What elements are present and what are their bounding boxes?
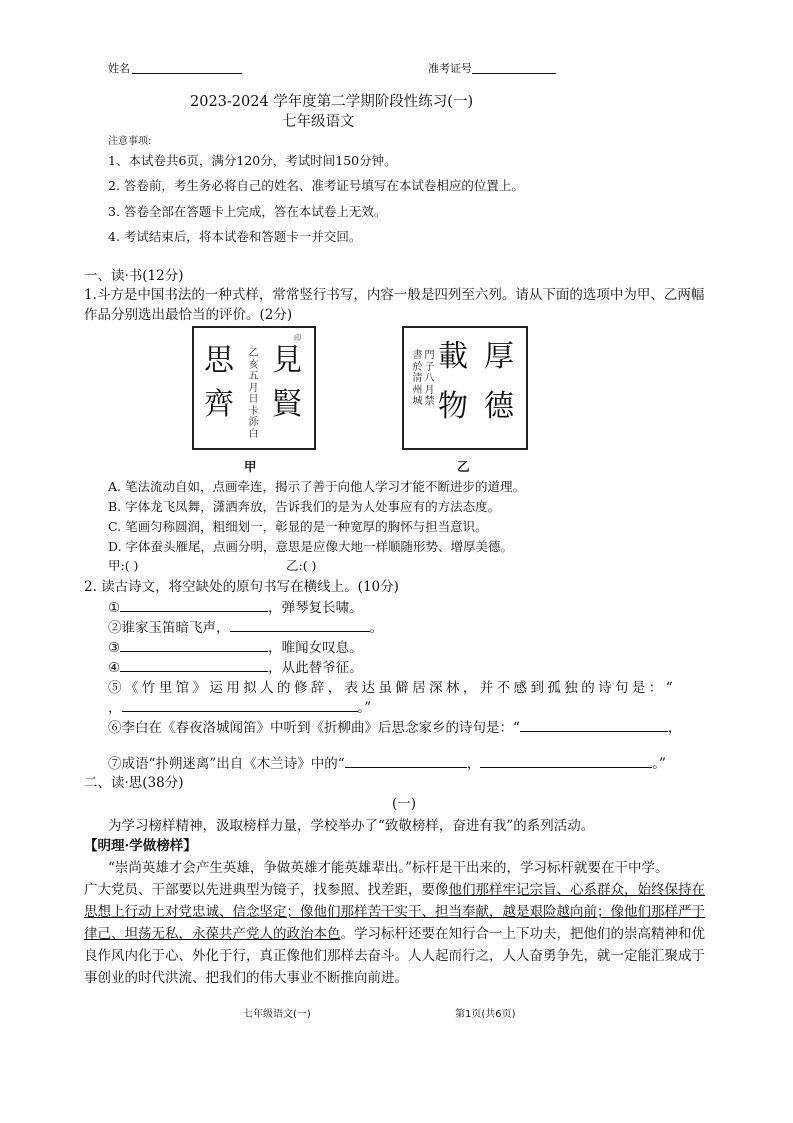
poem-line-6: ⑥李白在《春夜洛城闻笛》中听到《折柳曲》后思念家乡的诗句是：“ ， — [108, 720, 682, 736]
poem-blank[interactable] — [230, 619, 370, 632]
callig-char: 載 — [438, 339, 468, 374]
option-d: D. 字体蚕头雁尾，点画分明，意思是应像大地一样顺随形势、增厚美德。 — [108, 539, 514, 554]
underlined-text: 思想上行动上对党忠诚、信念坚定；像他们那样苦干实干、担当奉献，越是艰险越向前；像他们那样严于 — [84, 904, 705, 920]
poem-blank[interactable] — [520, 719, 668, 732]
exam-no-label: 准考证号 — [428, 62, 472, 75]
poem-line-1: ① ，弹琴复长啸。 — [108, 600, 363, 616]
poem-line-5: ⑤《竹里馆》运用拟人的修辞，表达虽僻居深林，并不感到孤独的诗句是：“ — [108, 680, 677, 696]
passage-line: 良作风内化于心、外化于行，真正像他们那样去奋斗。人人起而行之，人人奋勇争先，就一定能汇聚成于 — [84, 948, 705, 964]
underlined-text: 律己、坦荡无私，永葆共产党人的政治本色 — [84, 926, 341, 942]
poem-line-7: ⑦成语“扑朔迷离”出自《木兰诗》中的“ ， 。” — [108, 756, 666, 772]
section1-heading: 一、读·书(12分) — [84, 268, 184, 284]
part-number: (一) — [392, 796, 417, 812]
callig-char: 厚 — [484, 339, 514, 374]
callig-char: 德 — [484, 389, 514, 424]
name-label: 姓名 — [108, 62, 130, 75]
name-blank[interactable] — [132, 61, 242, 74]
q2-intro: 2. 读古诗文，将空缺处的原句书写在横线上。(10分) — [84, 579, 399, 595]
caption-jia: 甲 — [244, 459, 257, 474]
activity-intro: 为学习榜样精神，汲取榜样力量，学校举办了“致敬榜样，奋进有我”的系列活动。 — [108, 818, 595, 834]
poem-blank[interactable] — [480, 755, 652, 768]
option-c: C. 笔画匀称圆润，粗细划一，彰显的是一种宽厚的胸怀与担当意识。 — [108, 519, 488, 534]
poem-line-2: ②谁家玉笛暗飞声， 。 — [108, 620, 383, 636]
notice-item: 1、本试卷共6页，满分120分，考试时间150分钟。 — [108, 153, 397, 168]
sub-heading: 【明理·学做榜样】 — [84, 838, 197, 854]
seal-mark: 印 — [294, 334, 301, 342]
notice-item: 4. 考试结束后，将本试卷和答题卡一并交回。 — [108, 229, 362, 244]
callig-char: 賢 — [272, 387, 302, 422]
passage-line: 广大党员、干部要以先进典型为镜子，找参照、找差距，要像他们那样牢记宗旨、心系群众，始终保持在 — [84, 882, 705, 898]
answer-yi[interactable]: 乙:( ) — [286, 558, 317, 573]
q1-text-line2: 作品分别选出最恰当的评价。(2分) — [84, 307, 293, 323]
passage-line: 律己、坦荡无私，永葆共产党人的政治本色。学习标杆还要在知行合一上下功夫，把他们的崇高精神和优 — [84, 926, 705, 942]
poem-blank[interactable] — [120, 659, 268, 672]
option-b: B. 字体龙飞凤舞，潇洒奔放，告诉我们的是为人处事应有的方法态度。 — [108, 499, 501, 514]
footer-page: 第1页(共6页) — [455, 1009, 516, 1020]
callig-char: 見 — [272, 343, 302, 378]
callig-char: 齊 — [204, 387, 234, 422]
underlined-text: 他们那样牢记宗旨、心系群众，始终保持在 — [448, 882, 705, 898]
poem-line-5b: ， 。” — [108, 700, 372, 716]
poem-blank[interactable] — [120, 639, 268, 652]
calligraphy-jia — [192, 326, 316, 450]
callig-char: 物 — [438, 389, 468, 424]
callig-char: 思 — [204, 343, 234, 378]
notice-heading: 注意事项: — [108, 136, 152, 147]
passage-line: “崇尚英雄才会产生英雄，争做英雄才能英雄辈出。”标杆是干出来的，学习标杆就要在干中学。 — [108, 860, 669, 876]
notice-item: 2. 答卷前，考生务必将自己的姓名、准考证号填写在本试卷相应的位置上。 — [108, 178, 524, 193]
option-a: A. 笔法流动自如，点画牵连，揭示了善于向他人学习才能不断进步的道理。 — [108, 479, 525, 494]
passage-line: 事创业的时代洪流、把我们的伟大事业不断推向前进。 — [84, 970, 408, 986]
section2-heading: 二、读·思(38分) — [84, 775, 184, 791]
answer-jia[interactable]: 甲:( ) — [108, 558, 139, 573]
calligraphy-yi — [402, 326, 528, 450]
callig-inscription: 門 子 八 月 禁 — [424, 350, 435, 407]
q1-text-line1: 1.斗方是中国书法的一种式样，常常竖行书写，内容一般是四列至六列。请从下面的选项中为甲、乙两幅 — [84, 287, 705, 303]
poem-blank[interactable] — [345, 755, 467, 768]
poem-line-3: ③ ，唯闻女叹息。 — [108, 640, 363, 656]
callig-inscription: 乙 亥 五 月 日 卡 泺 白 — [248, 348, 259, 440]
poem-line-4: ④ ，从此替爷征。 — [108, 660, 363, 676]
exam-title: 2023-2024 学年度第二学期阶段性练习(一) — [190, 94, 474, 110]
poem-blank[interactable] — [122, 699, 358, 712]
exam-subtitle: 七年级语文 — [282, 114, 355, 130]
exam-no-blank[interactable] — [472, 61, 556, 74]
callig-inscription: 書 於 清 州 城 — [412, 350, 423, 407]
notice-item: 3. 答卷全部在答题卡上完成，答在本试卷上无效。 — [108, 204, 387, 219]
poem-blank[interactable] — [120, 599, 268, 612]
footer-subject: 七年级语文(一) — [243, 1009, 311, 1020]
caption-yi: 乙 — [457, 459, 470, 474]
